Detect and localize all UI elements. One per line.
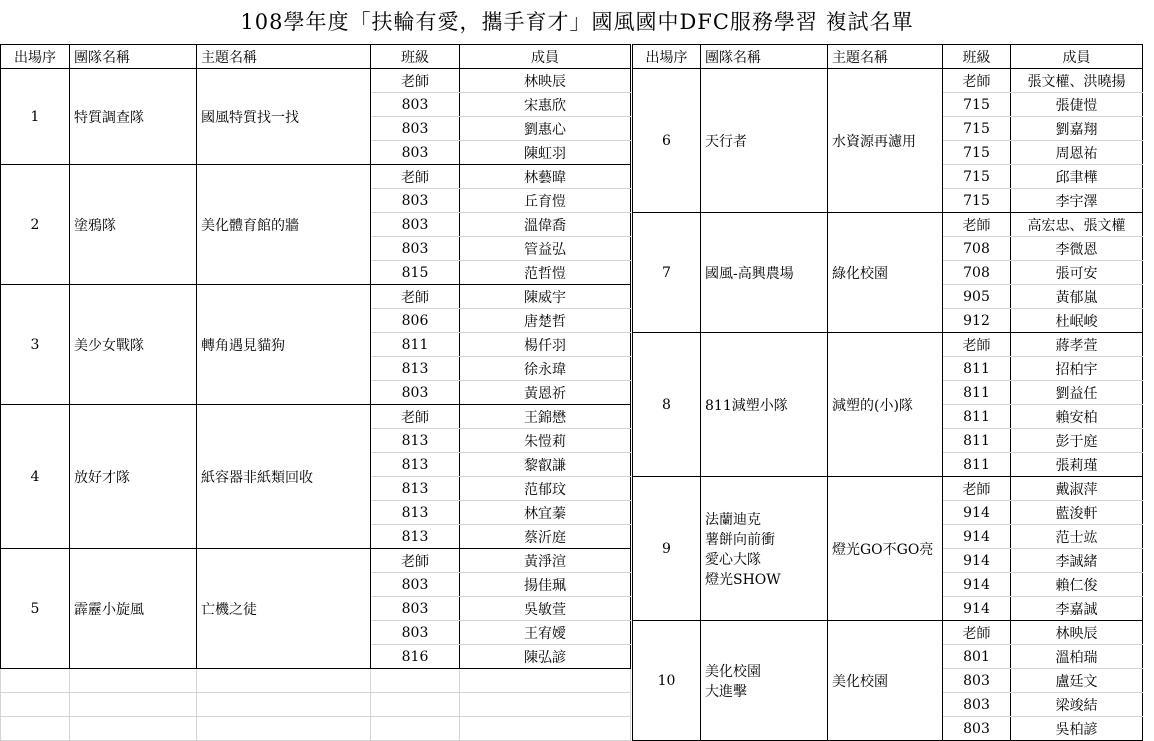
member-name: 唐楚哲 [460,309,631,333]
empty-cell [197,717,371,741]
member-name: 溫偉喬 [460,213,631,237]
empty-cell [371,717,460,741]
team-order: 10 [633,621,701,741]
empty-cell [460,717,631,741]
member-class: 708 [943,237,1011,261]
empty-cell [1,669,70,693]
team-theme: 紙容器非紙類回收 [197,405,371,549]
team-name-line: 大進擊 [705,683,747,700]
member-class: 803 [943,669,1011,693]
table-row [1,285,631,309]
member-name: 揚佳珮 [460,573,631,597]
table-row [633,477,1143,501]
table-row [1,165,631,189]
header-members: 成員 [1011,45,1143,69]
member-class: 803 [371,573,460,597]
table-row [1,549,631,573]
member-name: 劉益任 [1011,381,1143,405]
member-class: 806 [371,309,460,333]
team-name: 國風-高興農場 [701,213,828,333]
header-row [633,45,1143,69]
table-row [1,405,631,429]
member-name: 范郁玟 [460,477,631,501]
header-team-name: 團隊名稱 [70,45,197,69]
empty-cell [460,693,631,717]
empty-cell [460,669,631,693]
header-team-name: 團隊名稱 [701,45,828,69]
team-name: 霹靂小旋風 [70,549,197,669]
member-class: 813 [371,429,460,453]
team-order: 2 [1,165,70,285]
member-name: 黃淨渲 [460,549,631,573]
empty-cell [371,693,460,717]
header-order: 出場序 [633,45,701,69]
header-class: 班級 [943,45,1011,69]
empty-cell [70,669,197,693]
empty-cell [371,669,460,693]
member-class: 老師 [371,69,460,93]
member-name: 劉嘉翔 [1011,117,1143,141]
team-name: 天行者 [701,69,828,213]
member-class: 813 [371,525,460,549]
header-row [1,45,631,69]
member-name: 楊仟羽 [460,333,631,357]
member-class: 715 [943,93,1011,117]
member-class: 813 [371,453,460,477]
member-class: 811 [943,453,1011,477]
member-class: 老師 [371,285,460,309]
team-name: 美少女戰隊 [70,285,197,405]
empty-row [1,693,631,717]
header-class: 班級 [371,45,460,69]
member-class: 老師 [943,213,1011,237]
member-name: 林藝暐 [460,165,631,189]
member-class: 905 [943,285,1011,309]
team-order: 7 [633,213,701,333]
member-class: 813 [371,477,460,501]
member-class: 811 [371,333,460,357]
team-theme: 減塑的(小)隊 [828,333,943,477]
empty-cell [197,693,371,717]
member-name: 劉惠心 [460,117,631,141]
member-class: 803 [371,117,460,141]
member-name: 林映辰 [1011,621,1143,645]
member-class: 914 [943,549,1011,573]
member-class: 803 [371,597,460,621]
right-roster-table [632,44,1143,741]
member-class: 813 [371,501,460,525]
member-class: 老師 [371,549,460,573]
team-order: 9 [633,477,701,621]
team-name-line: 法蘭迪克 [705,511,761,528]
team-theme: 綠化校園 [828,213,943,333]
member-class: 914 [943,573,1011,597]
team-theme: 燈光GO不GO亮 [828,477,943,621]
team-order: 1 [1,69,70,165]
header-theme: 主題名稱 [828,45,943,69]
member-class: 715 [943,141,1011,165]
member-name: 溫柏瑞 [1011,645,1143,669]
member-class: 老師 [371,165,460,189]
team-name: 放好才隊 [70,405,197,549]
member-name: 丘育愷 [460,189,631,213]
team-name [701,621,828,741]
member-name: 宋惠欣 [460,93,631,117]
header-members: 成員 [460,45,631,69]
member-class: 803 [371,621,460,645]
team-order: 8 [633,333,701,477]
team-theme: 水資源再濾用 [828,69,943,213]
member-name: 吳柏諺 [1011,717,1143,741]
member-name: 蔣孝萱 [1011,333,1143,357]
member-class: 803 [371,213,460,237]
member-class: 老師 [943,333,1011,357]
member-class: 815 [371,261,460,285]
member-class: 816 [371,645,460,669]
member-class: 803 [943,693,1011,717]
empty-cell [70,717,197,741]
member-class: 914 [943,501,1011,525]
member-name: 徐永瑋 [460,357,631,381]
empty-cell [70,693,197,717]
member-name: 王宥嬡 [460,621,631,645]
member-name: 高宏忠、張文權 [1011,213,1143,237]
member-name: 藍浚軒 [1011,501,1143,525]
member-class: 914 [943,597,1011,621]
member-name: 黃恩祈 [460,381,631,405]
empty-cell [197,669,371,693]
member-name: 陳虹羽 [460,141,631,165]
empty-cell [1,717,70,741]
member-name: 林宜蓁 [460,501,631,525]
team-name-line: 燈光SHOW [705,571,781,588]
member-class: 老師 [943,69,1011,93]
member-name: 張倢愷 [1011,93,1143,117]
team-theme: 國風特質找一找 [197,69,371,165]
team-theme: 美化校園 [828,621,943,741]
member-name: 周恩祐 [1011,141,1143,165]
team-order: 6 [633,69,701,213]
member-name: 李誠緒 [1011,549,1143,573]
member-name: 賴仁俊 [1011,573,1143,597]
member-class: 803 [371,141,460,165]
member-name: 王錦懋 [460,405,631,429]
team-name-line: 薯餅向前衝 [705,531,775,548]
member-class: 715 [943,189,1011,213]
member-class: 803 [371,93,460,117]
member-class: 708 [943,261,1011,285]
member-class: 914 [943,525,1011,549]
team-name: 塗鴉隊 [70,165,197,285]
member-name: 彭于庭 [1011,429,1143,453]
member-class: 811 [943,429,1011,453]
team-order: 4 [1,405,70,549]
member-class: 803 [943,717,1011,741]
member-name: 黎叡謙 [460,453,631,477]
member-name: 蔡沂庭 [460,525,631,549]
member-name: 陳弘諺 [460,645,631,669]
sheet-title: 108學年度「扶輪有愛，攜手育才」國風國中DFC服務學習 複試名單 [240,10,914,34]
table-row [633,213,1143,237]
team-order: 5 [1,549,70,669]
empty-row [1,669,631,693]
team-name-line: 美化校園 [705,663,761,680]
team-order: 3 [1,285,70,405]
member-name: 管益弘 [460,237,631,261]
member-class: 803 [371,189,460,213]
member-name: 范哲愷 [460,261,631,285]
member-name: 邱聿樺 [1011,165,1143,189]
team-theme: 轉角遇見貓狗 [197,285,371,405]
header-order: 出場序 [1,45,70,69]
team-name-line: 愛心大隊 [705,551,761,568]
member-name: 盧廷文 [1011,669,1143,693]
member-name: 賴安柏 [1011,405,1143,429]
member-class: 803 [371,237,460,261]
member-name: 梁竣結 [1011,693,1143,717]
team-name: 特質調查隊 [70,69,197,165]
table-row [633,69,1143,93]
team-name: 811減塑小隊 [701,333,828,477]
member-class: 715 [943,165,1011,189]
member-class: 811 [943,405,1011,429]
member-name: 朱愷莉 [460,429,631,453]
member-class: 803 [371,381,460,405]
table-row [1,69,631,93]
member-name: 張文權、洪曉揚 [1011,69,1143,93]
member-name: 范士竑 [1011,525,1143,549]
member-class: 715 [943,117,1011,141]
team-theme: 美化體育館的牆 [197,165,371,285]
team-theme: 亡機之徒 [197,549,371,669]
member-name: 張莉瑾 [1011,453,1143,477]
member-class: 912 [943,309,1011,333]
team-name [701,477,828,621]
empty-row [1,717,631,741]
member-class: 811 [943,357,1011,381]
member-class: 老師 [371,405,460,429]
member-class: 801 [943,645,1011,669]
member-name: 戴淑萍 [1011,477,1143,501]
member-name: 陳威宇 [460,285,631,309]
member-name: 黃郁嵐 [1011,285,1143,309]
empty-cell [1,693,70,717]
member-name: 杜岷峻 [1011,309,1143,333]
member-class: 811 [943,381,1011,405]
table-row [633,621,1143,645]
member-name: 吳敏萱 [460,597,631,621]
member-class: 老師 [943,621,1011,645]
member-name: 林映辰 [460,69,631,93]
header-theme: 主題名稱 [197,45,371,69]
member-name: 李宇澤 [1011,189,1143,213]
member-name: 李微恩 [1011,237,1143,261]
member-name: 張可安 [1011,261,1143,285]
member-class: 813 [371,357,460,381]
member-class: 老師 [943,477,1011,501]
member-name: 招柏宇 [1011,357,1143,381]
member-name: 李嘉誠 [1011,597,1143,621]
left-roster-table [0,44,631,741]
table-row [633,333,1143,357]
